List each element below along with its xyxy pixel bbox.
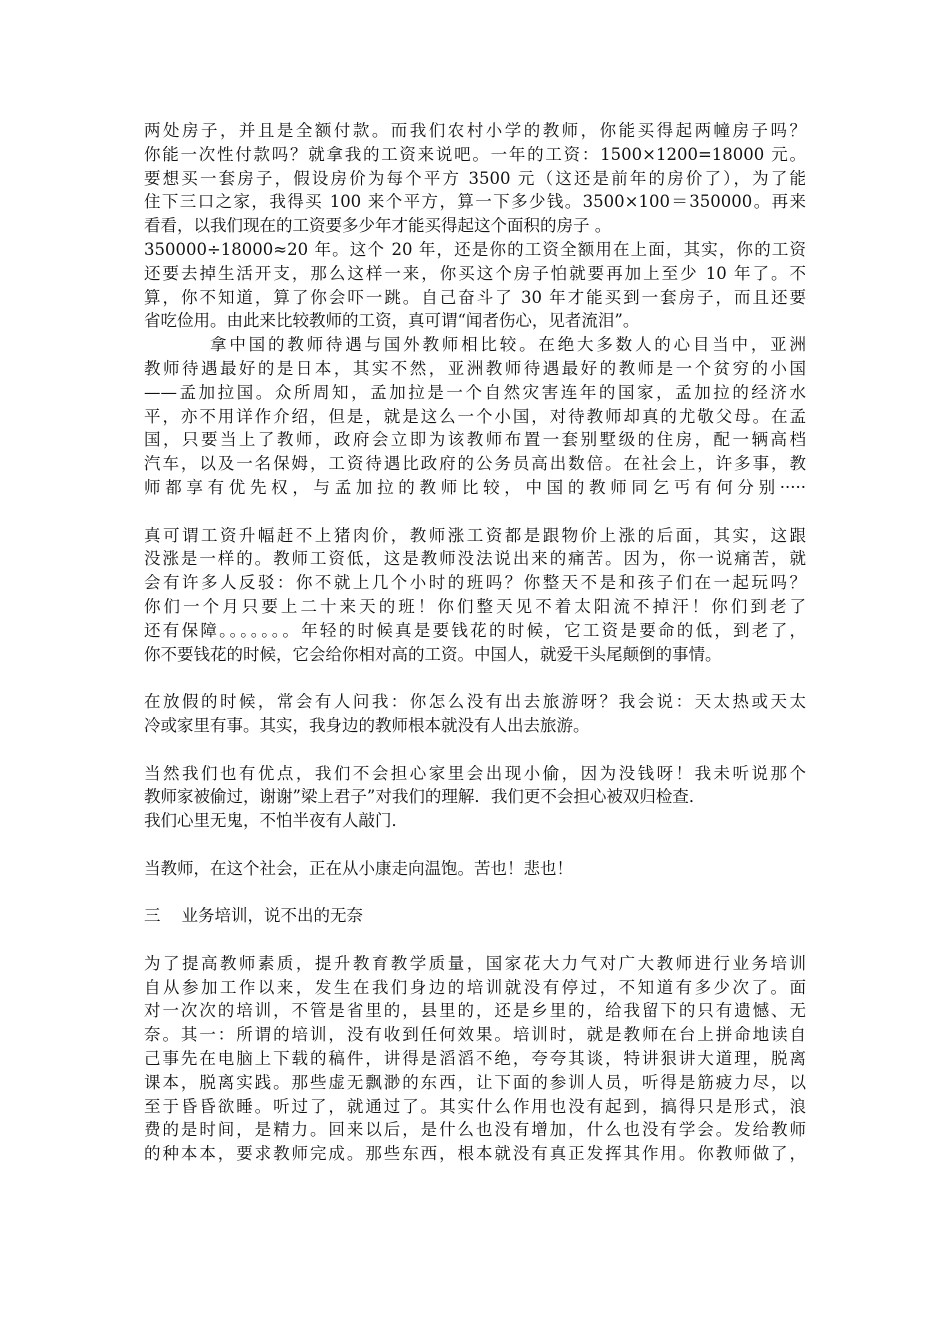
text-line: 没涨是一样的。教师工资低，这是教师没法说出来的痛苦。因为，你一说痛苦，就 [144,549,806,569]
text-line: 为了提高教师素质，提升教育教学质量，国家花大力气对广大教师进行业务培训 [144,953,806,973]
paragraph-housing-cost [144,119,806,333]
text-line: 我们心里无鬼，不怕半夜有人敲门． [144,811,408,831]
paragraph-gap [144,881,806,905]
text-line: 国，只要当上了教师，政府会立即为该教师布置一套别墅级的住房，配一辆高档 [144,430,806,450]
text-line: 至于昏昏欲睡。听过了，就通过了。其实什么作用也没有起到，搞得只是形式，浪 [144,1096,806,1116]
text-line: 350000÷18000≈20 年。这个 20 年，还是你的工资全额用在上面，其实，你的工资 [144,239,806,259]
paragraph-salary-pain [144,524,806,667]
text-line: 对一次次的培训，不管是省里的，县里的，还是乡里的，给我留下的只有遗憾、无 [144,1001,806,1021]
text-line: 两处房子，并且是全额付款。而我们农村小学的教师，你能买得起两幢房子吗？ [144,121,806,140]
text-line: 课本，脱离实践。那些虚无飘渺的东西，让下面的参训人员，听得是筋疲力尽，以 [144,1072,806,1092]
text-line: 自从参加工作以来，发生在我们身边的培训就没有停过，不知道有多少次了。面 [144,977,806,997]
text-line: 算，你不知道，算了你会吓一跳。自己奋斗了 30 年才能买到一套房子，而且还要 [144,287,806,307]
text-line: 看看，以我们现在的工资要多少年才能买得起这个面积的房子 。 [144,216,612,236]
paragraph-gap [144,928,806,952]
text-line: 教师待遇最好的是日本，其实不然，亚洲教师待遇最好的教师是一个贫穷的小国 [144,358,806,378]
text-line: 费的是时间，是精力。回来以后，是什么也没有增加，什么也没有学会。发给教师 [144,1120,806,1140]
text-line: 省吃俭用。由此来比较教师的工资，真可谓“闻者伤心，见者流泪”。 [144,311,640,331]
section-heading [144,904,806,928]
paragraph-advantages [144,762,806,833]
text-line: 真可谓工资升幅赶不上猪肉价，教师涨工资都是跟物价上涨的后面，其实，这跟 [144,525,806,545]
text-line: 你们一个月只要上二十来天的班！你们整天见不着太阳流不掉汗！你们到老了 [144,596,806,616]
text-line: 拿中国的教师待遇与国外教师相比较。在绝大多数人的心目当中，亚洲 [210,335,806,355]
text-line: 会有许多人反驳：你不就上几个小时的班吗？你整天不是和孩子们在一起玩吗？ [144,573,806,593]
text-line: 汽车，以及一名保姆，工资待遇比政府的公务员高出数倍。在社会上，许多事，教 [144,454,806,474]
text-line: 你能一次性付款吗？就拿我的工资来说吧。一年的工资：1500×1200=18000 元。 [144,144,806,164]
text-line: 奈。其一：所谓的培训，没有收到任何效果。培训时，就是教师在台上拼命地读自 [144,1025,806,1045]
paragraph-training [144,952,806,1166]
text-line: ——孟加拉国。众所周知，孟加拉是一个自然灾害连年的国家，孟加拉的经济水 [144,382,806,402]
paragraph-gap [144,833,806,857]
text-line: 师都享有优先权，与孟加拉的教师比较，中国的教师同乞丐有何分别····· [144,477,806,497]
paragraph-vacation [144,690,806,738]
paragraph-conclusion [144,857,806,881]
text-line: 还要去掉生活开支，那么这样一来，你买这个房子怕就要再加上至少 10 年了。不 [144,263,806,283]
text-line: 当教师，在这个社会，正在从小康走向温饱。苦也！悲也！ [144,858,573,878]
text-line: 己事先在电脑上下载的稿件，讲得是滔滔不绝，夸夸其谈，特讲狠讲大道理，脱离 [144,1049,806,1069]
text-line: 还有保障。。。。。。。年轻的时候真是要钱花的时候，它工资是要命的低，到老了， [144,620,806,640]
text-line: 要想买一套房子，假设房价为每个平方 3500 元（这还是前年的房价了），为了能 [144,168,806,188]
text-line: 在放假的时候，常会有人问我：你怎么没有出去旅游呀？我会说：天太热或天太 [144,692,806,712]
document-page [144,119,806,1166]
text-line: 你不要钱花的时候，它会给你相对高的工资。中国人，就爱干头尾颠倒的事情。 [144,644,722,664]
text-line: 住下三口之家，我得买 100 来个平方，算一下多少钱。3500×100＝350000。再来 [144,192,806,212]
paragraph-gap [144,666,806,690]
text-line: 的种本本，要求教师完成。那些东西，根本就没有真正发挥其作用。你教师做了， [144,1144,806,1164]
text-line: 当然我们也有优点，我们不会担心家里会出现小偷，因为没钱呀！我未听说那个 [144,763,806,783]
paragraph-gap [144,738,806,762]
text-line: 平，亦不用详作介绍，但是，就是这么一个小国，对待教师却真的尤敬父母。在孟 [144,406,806,426]
text-line: 冷或家里有事。其实，我身边的教师根本就没有人出去旅游。 [144,715,590,735]
text-line: 教师家被偷过，谢谢”梁上君子”对我们的理解．我们更不会担心被双归检查． [144,787,706,807]
section-heading-text: 三 业务培训，说不出的无奈 [144,906,363,926]
paragraph-bangladesh-comparison [144,333,806,500]
paragraph-gap [144,500,806,524]
